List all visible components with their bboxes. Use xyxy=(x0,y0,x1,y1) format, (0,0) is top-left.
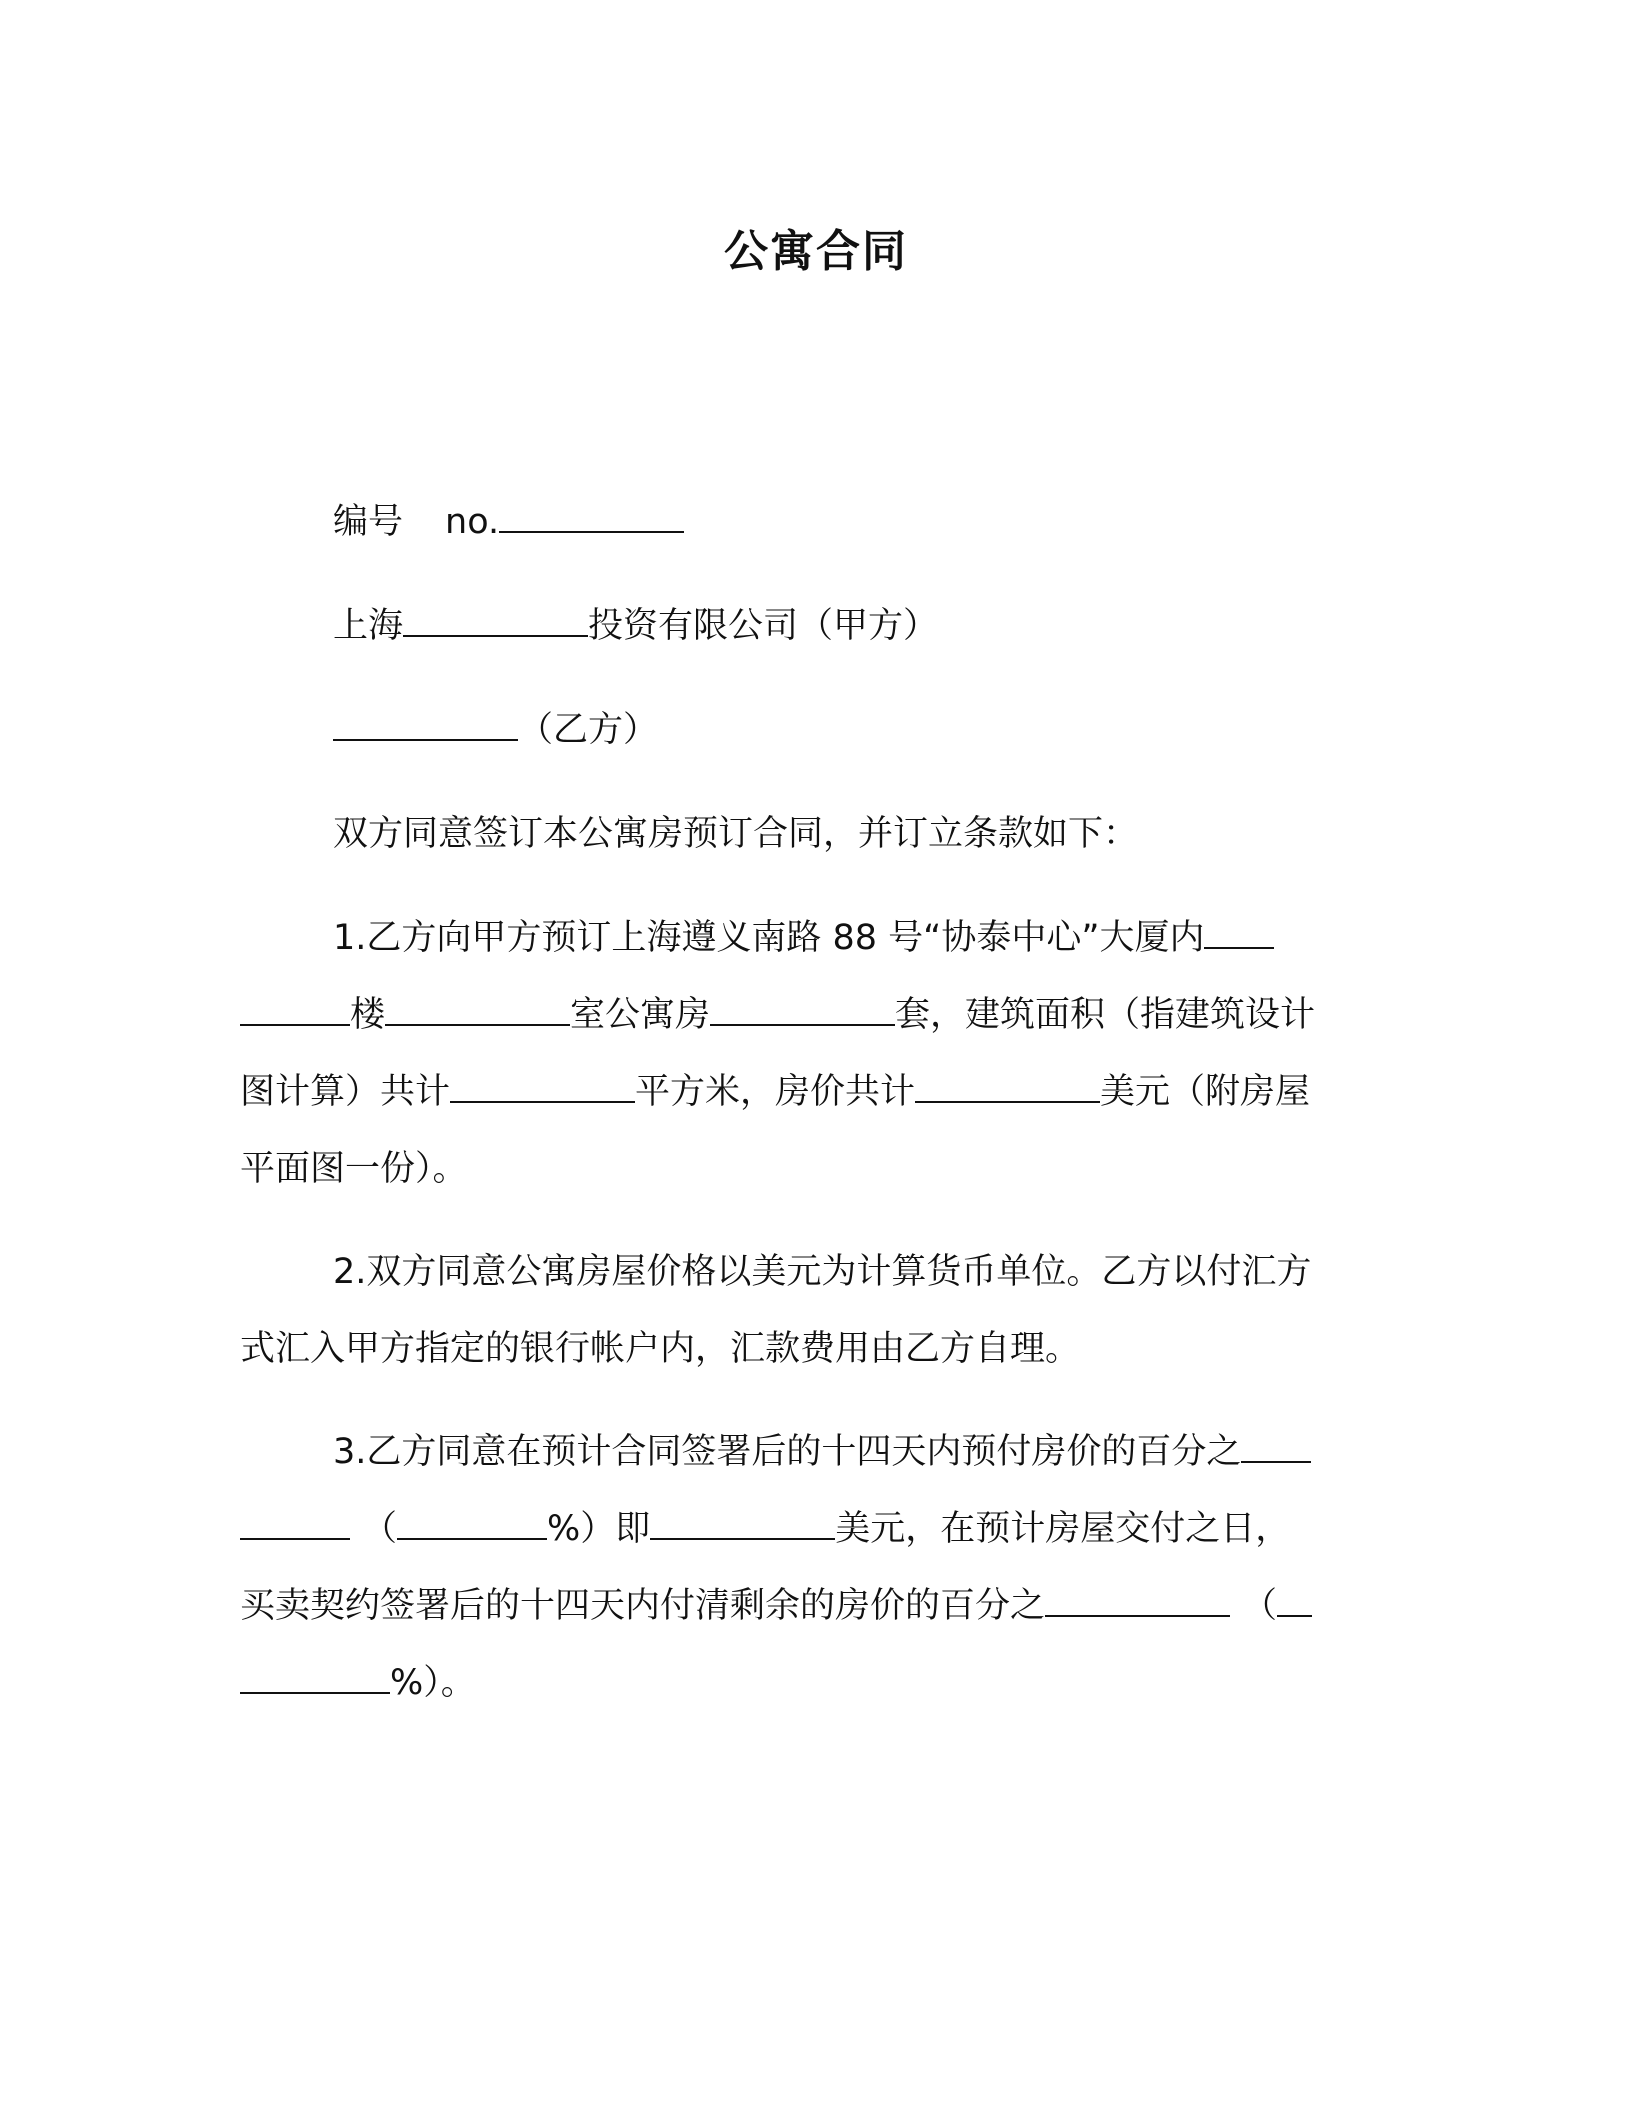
party-a-blank xyxy=(403,605,588,637)
clause1-text-4: 套，建筑面积（指建筑设计 xyxy=(895,995,1316,1035)
clause1-blank-1a xyxy=(1204,917,1274,949)
party-a-line xyxy=(333,601,938,651)
party-a-suffix: 投资有限公司（甲方） xyxy=(588,606,939,646)
clause3-blank-1a xyxy=(1241,1431,1311,1463)
party-b-line xyxy=(333,705,658,755)
number-blank xyxy=(499,501,684,533)
clause1-blank-3 xyxy=(710,994,895,1026)
clause3-blank-5b xyxy=(240,1662,390,1694)
clause3-line2 xyxy=(240,1504,1290,1554)
clause3-text-4: 美元，在预计房屋交付之日， xyxy=(835,1509,1291,1549)
clause1-blank-5 xyxy=(915,1071,1100,1103)
clause3-blank-1b xyxy=(240,1508,350,1540)
clause3-blank-5a xyxy=(1277,1585,1312,1617)
party-b-suffix: （乙方） xyxy=(518,710,659,750)
clause1-blank-1b xyxy=(240,994,350,1026)
intro-paragraph: 双方同意签订本公寓房预订合同，并订立条款如下： xyxy=(333,814,1139,854)
clause3-line1 xyxy=(333,1427,1311,1477)
party-a-prefix: 上海 xyxy=(333,606,404,646)
clause1-text-6: 平方米，房价共计 xyxy=(635,1072,916,1112)
clause3-text-7: %）。 xyxy=(390,1663,476,1703)
clause3-line4 xyxy=(240,1658,476,1708)
clause1-line2 xyxy=(240,990,1315,1040)
clause3-text-6: （ xyxy=(1242,1586,1278,1626)
number-prefix: no. xyxy=(445,502,500,542)
document-title: 公寓合同 xyxy=(724,226,908,277)
number-label: 编号 xyxy=(333,502,404,542)
clause1-text-7: 美元（附房屋 xyxy=(1100,1072,1311,1112)
clause1-text-5: 图计算）共计 xyxy=(240,1072,451,1112)
clause3-line3 xyxy=(240,1581,1312,1631)
clause1-text-3: 室公寓房 xyxy=(570,995,711,1035)
clause1-line4: 平面图一份）。 xyxy=(240,1149,468,1189)
clause3-text-1: 3.乙方同意在预计合同签署后的十四天内预付房价的百分之 xyxy=(333,1432,1242,1472)
clause1-line1 xyxy=(333,913,1274,963)
clause3-blank-2 xyxy=(397,1508,547,1540)
clause1-blank-2 xyxy=(385,994,570,1026)
clause3-blank-4 xyxy=(1045,1585,1230,1617)
clause3-text-2: （ xyxy=(362,1509,398,1549)
clause1-line3 xyxy=(240,1067,1310,1117)
clause3-blank-3 xyxy=(650,1508,835,1540)
clause1-blank-4 xyxy=(450,1071,635,1103)
contract-number-line xyxy=(333,497,684,547)
clause3-text-3: %）即 xyxy=(547,1509,651,1549)
clause1-text-1: 1.乙方向甲方预订上海遵义南路 88 号“协泰中心”大厦内 xyxy=(333,918,1205,958)
clause1-text-2: 楼 xyxy=(350,995,386,1035)
party-b-blank xyxy=(333,709,518,741)
clause2-line1: 2.双方同意公寓房屋价格以美元为计算货币单位。乙方以付汇方 xyxy=(333,1252,1312,1292)
clause2-line2: 式汇入甲方指定的银行帐户内，汇款费用由乙方自理。 xyxy=(240,1329,1081,1369)
clause3-text-5: 买卖契约签署后的十四天内付清剩余的房价的百分之 xyxy=(240,1586,1046,1626)
